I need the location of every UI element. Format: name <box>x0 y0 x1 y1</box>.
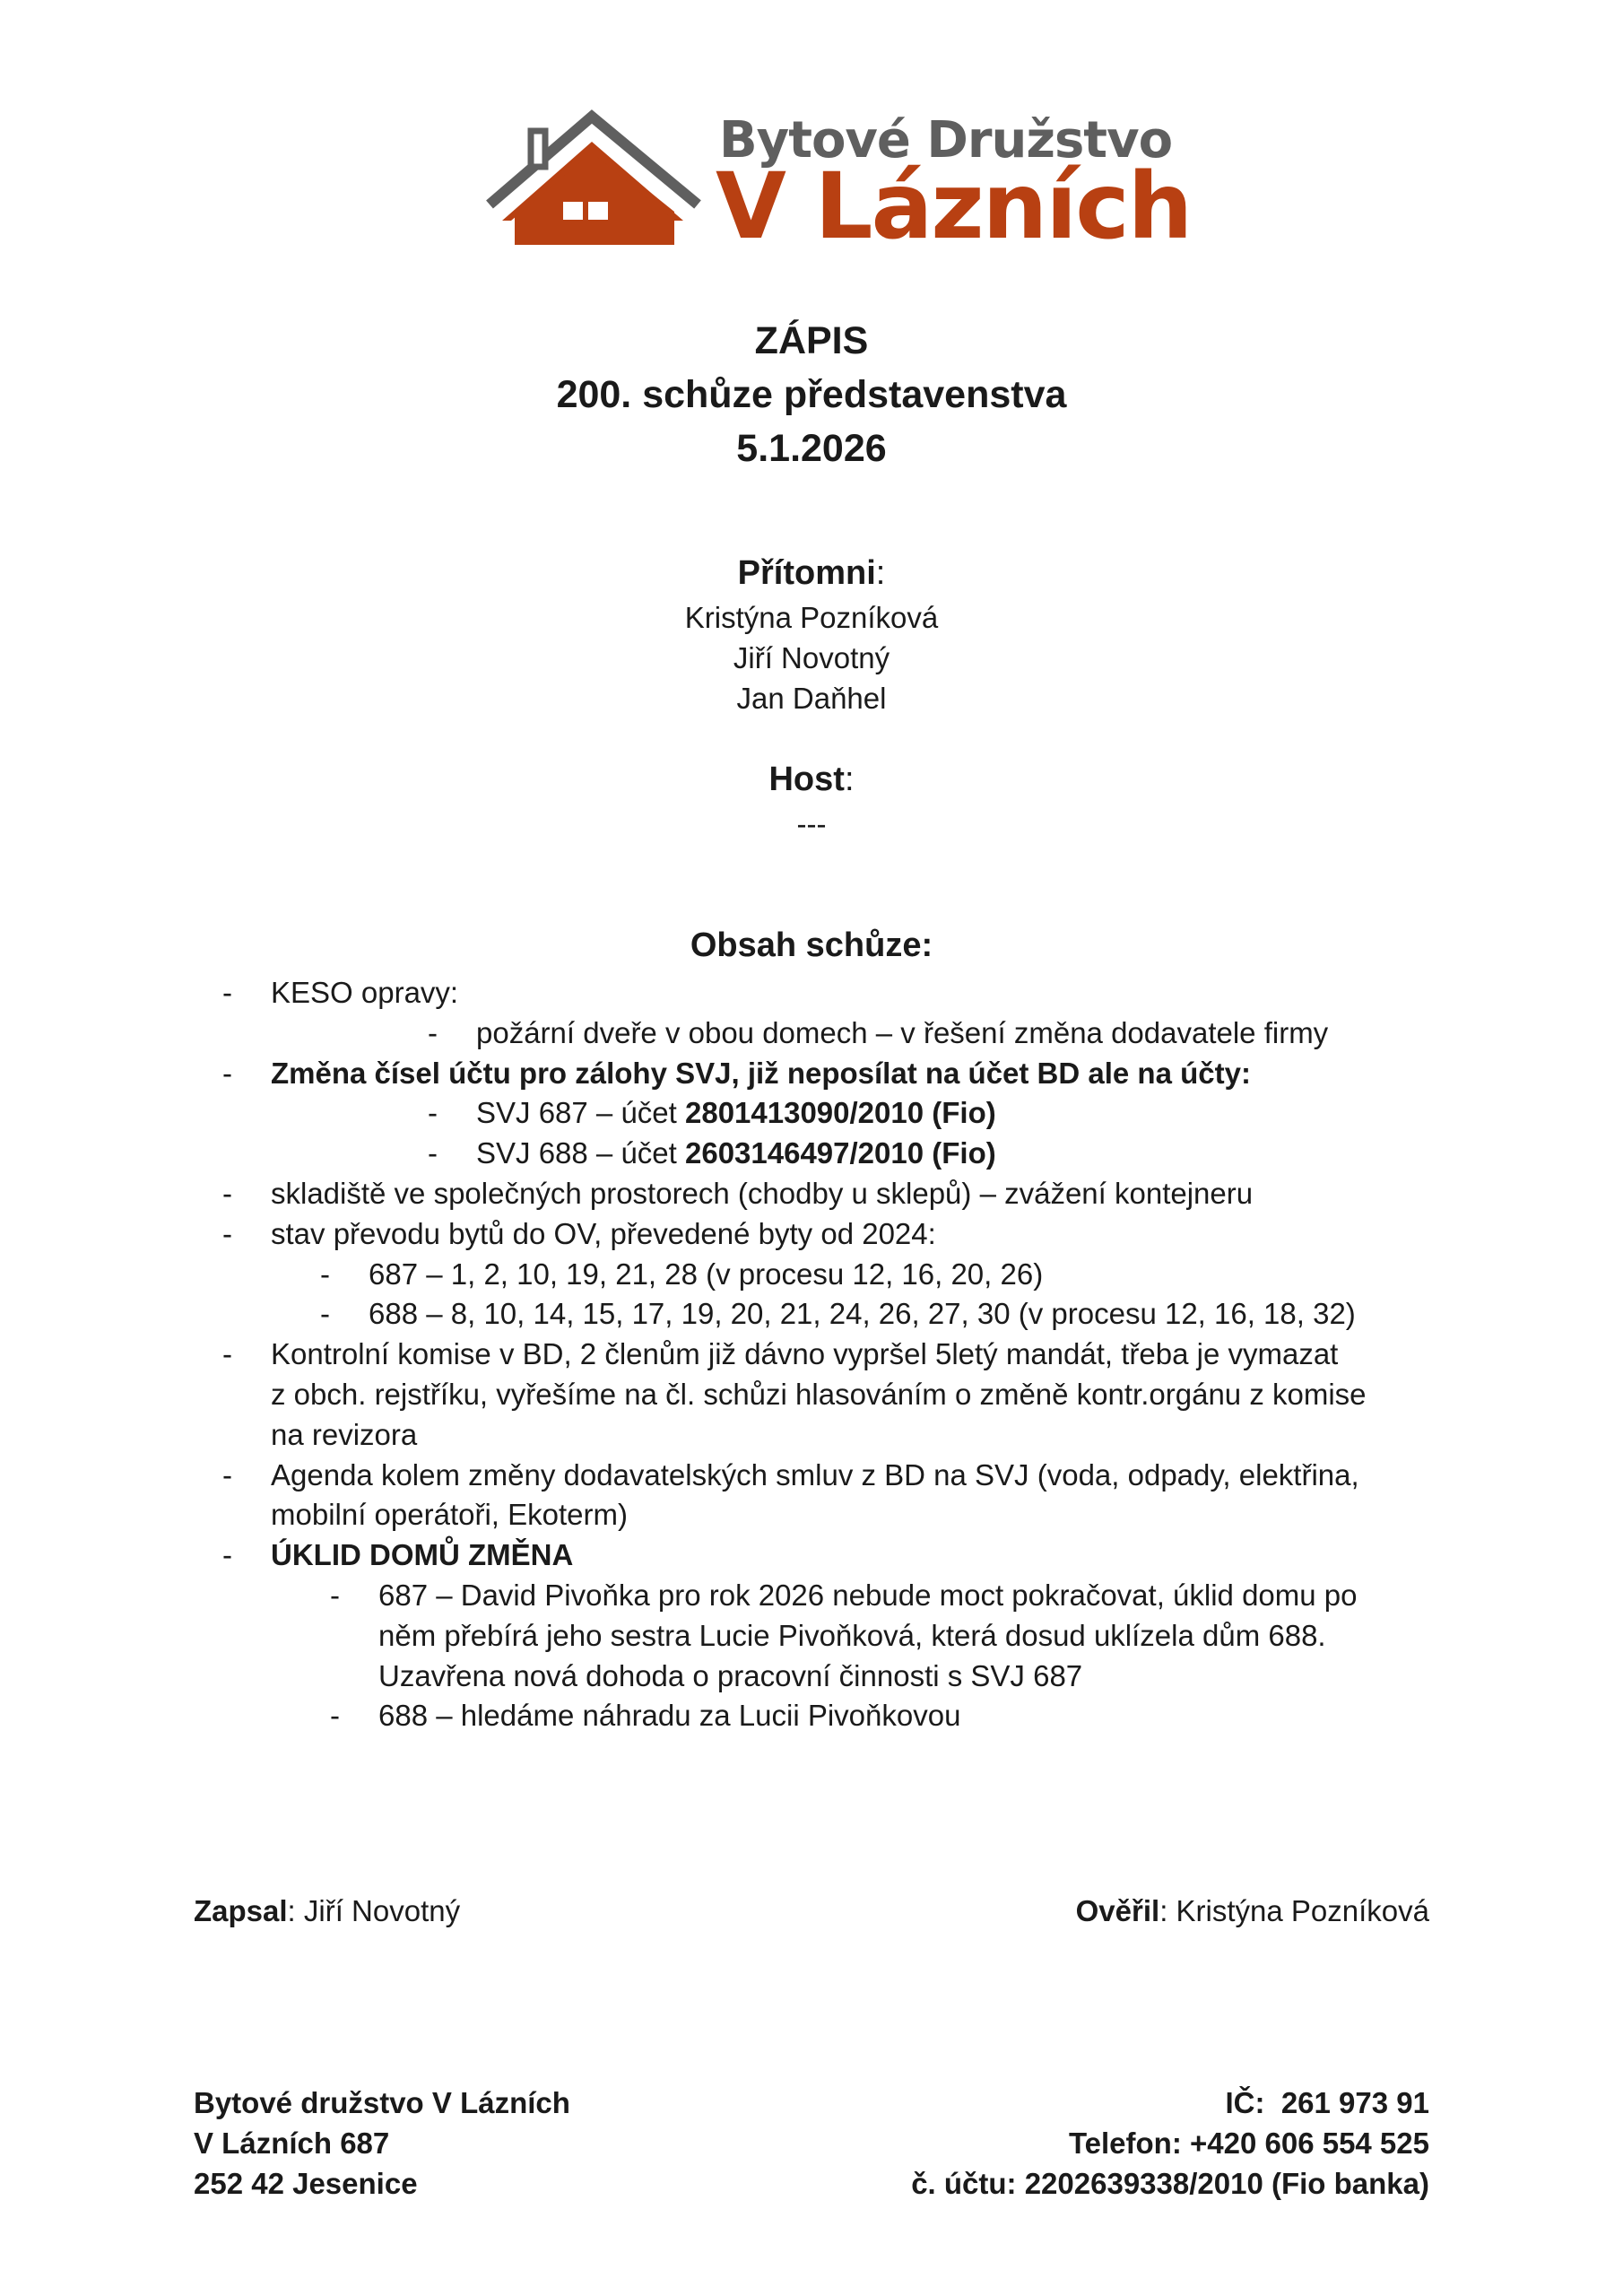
logo <box>484 106 1192 260</box>
title-line-2: 200. schůze představenstva <box>556 373 1067 416</box>
verified-by: Ověřil: Kristýna Pozníková <box>1075 1894 1429 1927</box>
guest-heading: Host: <box>768 761 855 798</box>
recorded-by: Zapsal: Jiří Novotný <box>194 1894 461 1927</box>
guest-value: --- <box>796 807 827 840</box>
present-list <box>0 597 1623 718</box>
agenda-heading: Obsah schůze: <box>690 926 933 964</box>
present-name: Jan Daňhel <box>736 682 887 715</box>
list-item: - 687 – 1, 2, 10, 19, 21, 28 (v procesu 12, 16, 20, 26) <box>320 1257 1044 1291</box>
footer-line: Telefon: +420 606 554 525 <box>1068 2126 1429 2160</box>
list-item: - SVJ 688 – účet 2603146497/2010 (Fio) <box>428 1136 996 1170</box>
list-item: - stav převodu bytů do OV, převedené byty od 2024: <box>222 1216 936 1250</box>
footer-address <box>194 2083 570 2204</box>
list-item: - SVJ 687 – účet 2801413090/2010 (Fio) <box>428 1096 996 1130</box>
list-item: - Agenda kolem změny dodavatelských smluv z BD na SVJ (voda, odpady, elektřina, <box>222 1457 1359 1492</box>
list-item-continuation: z obch. rejstříku, vyřešíme na čl. schůzi hlasováním o změně kontr.orgánu z komise <box>271 1377 1367 1411</box>
title-line-1: ZÁPIS <box>754 319 869 362</box>
list-item: - skladiště ve společných prostorech (chodby u sklepů) – zvážení kontejneru <box>222 1176 1254 1210</box>
list-item: - 688 – 8, 10, 14, 15, 17, 19, 20, 21, 24, 26, 27, 30 (v procesu 12, 16, 18, 32) <box>320 1297 1356 1331</box>
present-name: Kristýna Pozníková <box>684 601 939 634</box>
list-item-continuation: něm přebírá jeho sestra Lucie Pivoňková, která dosud uklízela dům 688. <box>378 1618 1326 1652</box>
list-item-continuation: na revizora <box>271 1417 418 1451</box>
list-item: - KESO opravy: <box>222 976 459 1009</box>
list-item-continuation: Uzavřena nová dohoda o pracovní činnosti s SVJ 687 <box>378 1658 1083 1692</box>
present-heading: Přítomni: <box>737 554 886 592</box>
list-item: - 688 – hledáme náhradu za Lucii Pivoňkovou <box>330 1699 961 1733</box>
house-icon <box>484 106 717 258</box>
list-item-continuation: mobilní operátoři, Ekoterm) <box>271 1498 628 1532</box>
present-name: Jiří Novotný <box>733 641 890 674</box>
list-item: - Změna čísel účtu pro zálohy SVJ, již neposílat na účet BD ale na účty: <box>222 1056 1251 1090</box>
list-item: - požární dveře v obou domech – v řešení změna dodavatele firmy <box>428 1015 1329 1049</box>
title-line-3: 5.1.2026 <box>736 427 887 470</box>
list-item: - 687 – David Pivoňka pro rok 2026 nebude moct pokračovat, úklid domu po <box>330 1578 1358 1612</box>
logo-line-1: Bytové Družstvo <box>719 111 1173 170</box>
agenda-list <box>0 973 1623 1736</box>
footer-line: V Lázních 687 <box>194 2126 390 2160</box>
list-item: - ÚKLID DOMŮ ZMĚNA <box>222 1538 574 1572</box>
document-title <box>0 314 1623 475</box>
footer-line: č. účtu: 2202639338/2010 (Fio banka) <box>911 2167 1429 2200</box>
list-item: - Kontrolní komise v BD, 2 členům již dávno vypršel 5letý mandát, třeba je vymazat <box>222 1337 1339 1371</box>
logo-line-2: V Lázních <box>716 153 1192 260</box>
footer-line: IČ: 261 973 91 <box>1225 2086 1429 2119</box>
footer-contact <box>911 2083 1429 2204</box>
footer-line: 252 42 Jesenice <box>194 2167 418 2200</box>
footer-line: Bytové družstvo V Lázních <box>194 2086 570 2119</box>
